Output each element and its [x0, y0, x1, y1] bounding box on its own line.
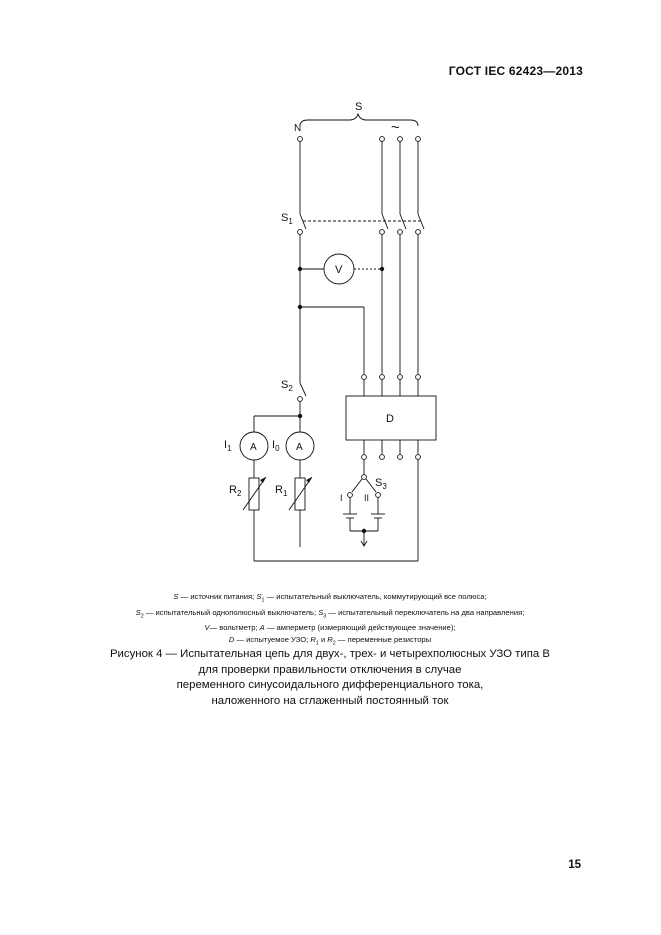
- caption-line-2: для проверки правильности отключения в случае: [198, 663, 462, 676]
- neutral-label: N: [294, 123, 302, 134]
- legend-line-1: S — источник питания; $S_1$ — испытательный выключатель, коммутирующий все полюса;: [173, 592, 487, 604]
- voltmeter-label: V: [335, 264, 343, 276]
- caption-line-4: наложенного на сглаженный постоянный ток: [211, 694, 449, 707]
- figure-legend: [60, 591, 600, 649]
- switch-s1-label: $S_1$: [281, 212, 293, 226]
- figure-caption: [60, 647, 600, 709]
- legend-line-3: V— вольтметр; A — амперметр (измеряющий действующее значение);: [204, 623, 456, 633]
- switch-s3-label: $S_3$: [375, 477, 387, 491]
- ammeter-1-label: A: [250, 442, 257, 453]
- caption-line-3: переменного синусоидального дифференциального тока,: [176, 679, 484, 691]
- legend-line-4: D — испытуемое УЗО; $R_1$ и $R_2$ — переменные резисторы: [228, 634, 432, 647]
- document-standard-header: ГОСТ IEC 62423—2013: [448, 64, 583, 78]
- circuit-wiring: [240, 114, 436, 561]
- position-1-label: I: [340, 493, 343, 503]
- switch-s2-label: $S_2$: [281, 379, 293, 393]
- position-2-label: II: [364, 493, 370, 503]
- page-number: 15: [568, 859, 581, 871]
- resistor-r2-label: $R_2$: [229, 484, 242, 498]
- caption-line-1: Рисунок 4 — Испытательная цепь для двух-, трех- и четырехполюсных УЗО типа B: [109, 648, 551, 660]
- legend-line-2: $S_2$ — испытательный однополюсный выключатель; $S_3$ — испытательный переключатель на два направления;: [135, 607, 525, 620]
- device-label: D: [386, 413, 394, 425]
- source-label: S: [355, 101, 363, 113]
- ac-symbol: ~: [391, 119, 400, 136]
- ammeter-2-label: A: [296, 442, 303, 453]
- resistor-r1-label: $R_1$: [275, 484, 288, 498]
- current-i0-label: $I_0$: [272, 439, 280, 453]
- current-i1-label: $I_1$: [224, 439, 232, 453]
